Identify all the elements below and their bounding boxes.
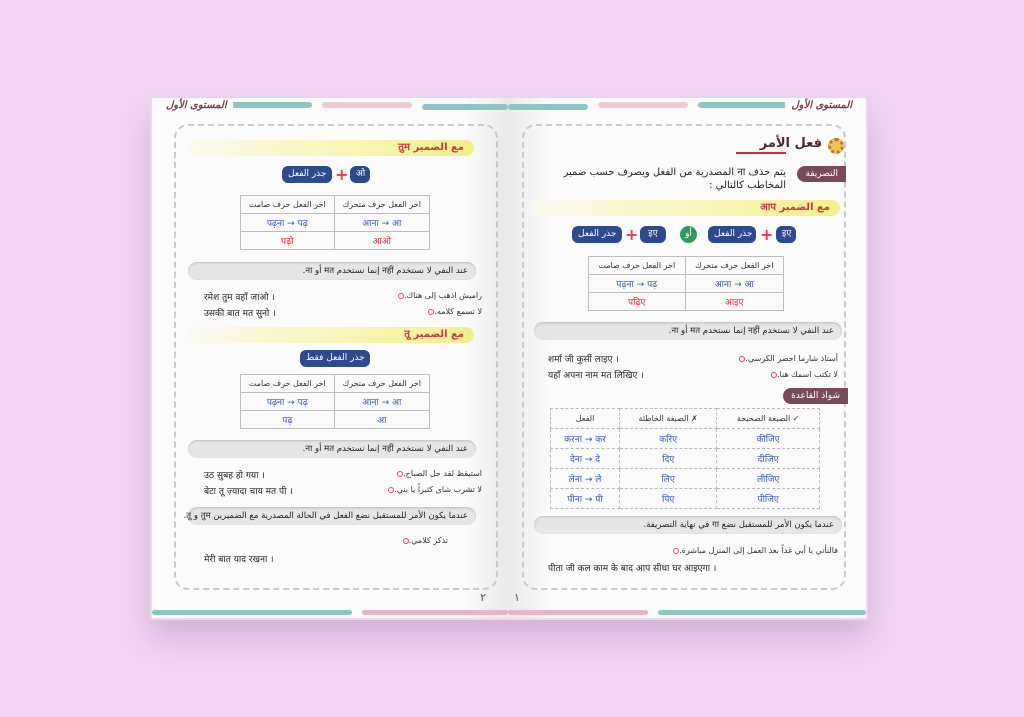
gear-icon bbox=[828, 138, 844, 154]
root-pill: جذر الفعل bbox=[282, 166, 332, 183]
bottom-band bbox=[508, 608, 866, 618]
negation-note: عند النفي لا نستخدم नहीं إنما نستخدم मत أو ना. bbox=[534, 322, 842, 340]
heading-underline bbox=[736, 152, 786, 154]
suffix-pill: ओ bbox=[350, 166, 370, 183]
or-badge: أو bbox=[680, 226, 697, 243]
plus-sign: + bbox=[760, 225, 774, 244]
cell: आना → आ bbox=[334, 214, 429, 232]
page-number: ١ bbox=[514, 591, 520, 604]
cell: आइए bbox=[685, 293, 783, 311]
hindi-sentence: बेटा तू ज़्यादा चाय मत पी । bbox=[204, 487, 293, 497]
col-header: اخر الفعل حرف صامت bbox=[241, 196, 335, 214]
exceptions-table bbox=[550, 408, 820, 509]
cell: पढ़ो bbox=[241, 232, 335, 250]
cell: पीजिए bbox=[717, 489, 820, 509]
arabic-sentence: لا تكتب اسمك هنا. bbox=[767, 370, 838, 379]
conjugation-table-tu bbox=[240, 374, 430, 429]
col-header: اخر الفعل حرف صامت bbox=[241, 375, 335, 393]
cell: आना → आ bbox=[685, 275, 783, 293]
col-header: اخر الفعل حرف متحرك bbox=[685, 257, 783, 275]
hindi-sentence: मेरी बात याद रखना । bbox=[204, 555, 274, 565]
cell: आना → आ bbox=[334, 393, 429, 411]
future-note: عندما يكون الأمر للمستقبل نضع गा في نهاية التصريفة. bbox=[534, 516, 842, 534]
col-header: اخر الفعل حرف صامت bbox=[589, 257, 686, 275]
hindi-sentence: यहाँ अपना नाम मत लिखिए । bbox=[548, 371, 644, 381]
cell: दीजिए bbox=[717, 449, 820, 469]
future-note: عندما يكون الأمر للمستقبل نضع الفعل في الحالة المصدرية مع الضميرين तुम و तू. bbox=[188, 507, 476, 525]
hindi-sentence: शर्मा जी कुर्सी लाइए । bbox=[548, 355, 619, 365]
cell: लिए bbox=[620, 469, 717, 489]
plus-sign: + bbox=[335, 165, 349, 184]
cell: पढ़ bbox=[241, 411, 335, 429]
right-page bbox=[508, 98, 866, 618]
level-label: المستوى الأول bbox=[160, 100, 233, 111]
hindi-sentence: रमेश तुम वहाँ जाओ । bbox=[204, 293, 275, 303]
cell: देना → दे bbox=[551, 449, 620, 469]
cell: पढ़िए bbox=[589, 293, 686, 311]
hindi-sentence: पीता जी कल काम के बाद आप सीधा घर आइएगा । bbox=[548, 564, 717, 574]
table-row bbox=[551, 449, 820, 469]
arabic-sentence: راميش اذهب إلى هناك. bbox=[394, 291, 482, 300]
section-title-aap: مع الضمير आप bbox=[534, 200, 840, 216]
tag-conjugation: التصريفة bbox=[797, 166, 846, 182]
col-header: الصيغة الخاطئة ✗ bbox=[620, 409, 717, 429]
hindi-sentence: उठ सुबह हो गया । bbox=[204, 471, 265, 481]
left-page bbox=[152, 98, 508, 618]
table-row bbox=[551, 489, 820, 509]
negation-note: عند النفي لا نستخدم नहीं إنما نستخدم मत أو ना. bbox=[188, 262, 476, 280]
table-row bbox=[551, 429, 820, 449]
arabic-sentence: لا تسمع كلامه. bbox=[424, 307, 482, 316]
arabic-sentence: أستاذ شارما احضر الكرسي. bbox=[735, 354, 838, 363]
negation-note: عند النفي لا نستخدم नहीं إنما نستخدم मत أو ना. bbox=[188, 440, 476, 458]
arabic-sentence: تذكر كلامي. bbox=[399, 536, 448, 545]
suffix-pill: इए bbox=[640, 226, 666, 243]
col-header: الفعل bbox=[551, 409, 620, 429]
cell: पढ़ना → पढ़ bbox=[589, 275, 686, 293]
arabic-sentence: فالنأتي يا أبي غداً بعد العمل إلى المنزل مباشرة. bbox=[669, 546, 838, 555]
section-title-tum: مع الضمير तुम bbox=[188, 140, 474, 156]
level-label: المستوى الأول bbox=[785, 100, 858, 111]
cell: आओ bbox=[334, 232, 429, 250]
page-heading: فعل الأمر bbox=[759, 136, 822, 151]
conjugation-table-tum bbox=[240, 195, 430, 250]
page-number: ٢ bbox=[480, 591, 486, 604]
root-pill: جذر الفعل bbox=[708, 226, 756, 243]
root-only-pill: جذر الفعل فقط bbox=[300, 350, 370, 367]
bottom-band bbox=[152, 608, 508, 618]
root-pill: جذر الفعل bbox=[572, 226, 622, 243]
cell: लेना → ले bbox=[551, 469, 620, 489]
col-header: الصيغة الصحيحة ✓ bbox=[717, 409, 820, 429]
arabic-sentence: لا تشرب شاي كثيراً يا بني. bbox=[384, 485, 482, 494]
suffix-pill: इए bbox=[776, 226, 796, 243]
col-header: اخر الفعل حرف متحرك bbox=[334, 196, 429, 214]
cell: लीजिए bbox=[717, 469, 820, 489]
cell: पढ़ना → पढ़ bbox=[241, 393, 335, 411]
hindi-sentence: उसकी बात मत सुनो । bbox=[204, 309, 276, 319]
cell: करिए bbox=[620, 429, 717, 449]
cell: करना → कर bbox=[551, 429, 620, 449]
table-row bbox=[551, 469, 820, 489]
cell: पीना → पी bbox=[551, 489, 620, 509]
cell: पढ़ना → पढ़ bbox=[241, 214, 335, 232]
intro-text: يتم حذف ना المصدرية من الفعل ويصرف حسب ضمير المخاطب كالتالي : bbox=[563, 167, 786, 191]
cell: पिए bbox=[620, 489, 717, 509]
col-header: اخر الفعل حرف متحرك bbox=[334, 375, 429, 393]
cell: दिए bbox=[620, 449, 717, 469]
arabic-sentence: استيقظ لقد حل الصباح. bbox=[393, 469, 482, 478]
cell: आ bbox=[334, 411, 429, 429]
conjugation-table-aap bbox=[588, 256, 784, 311]
plus-sign: + bbox=[625, 225, 639, 244]
section-title-tu: مع الضمير तू bbox=[188, 327, 474, 343]
cell: कीजिए bbox=[717, 429, 820, 449]
tag-exceptions: شواذ القاعدة bbox=[783, 388, 848, 404]
